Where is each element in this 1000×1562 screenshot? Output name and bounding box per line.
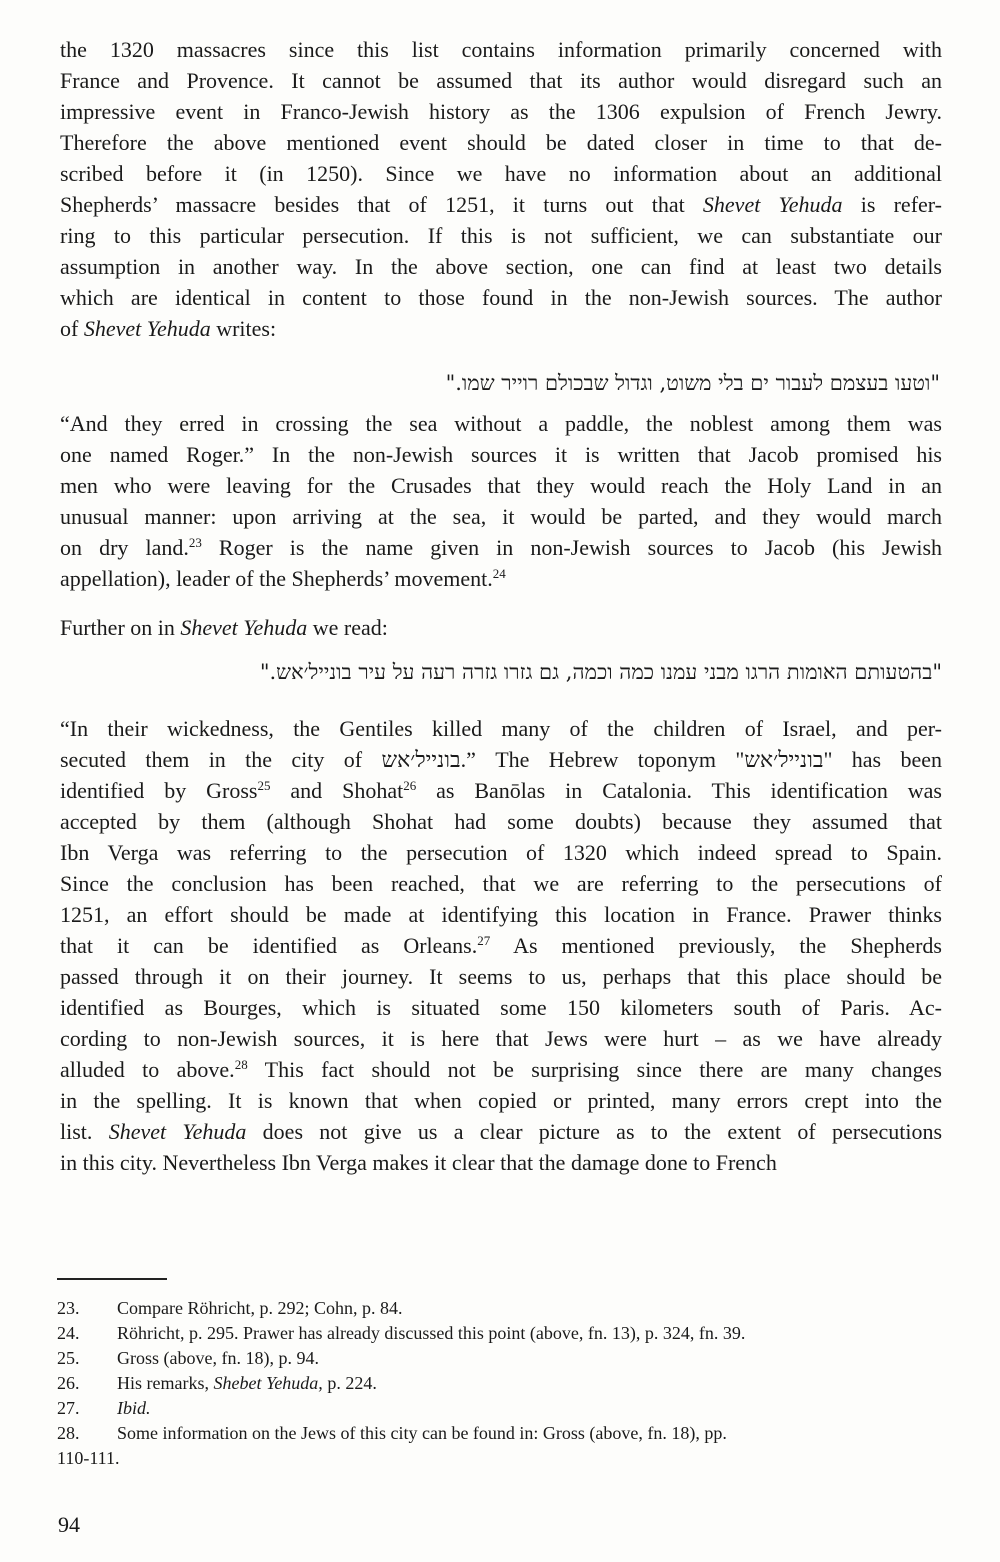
footnote-number: 28. <box>57 1423 80 1443</box>
text-line <box>60 189 942 220</box>
footnote-continuation: 110-111. <box>57 1448 120 1468</box>
footnote <box>57 1346 942 1371</box>
paragraph-2 <box>60 408 942 594</box>
footnote <box>57 1296 942 1321</box>
text-segment: has been <box>832 747 943 772</box>
footnote <box>57 1396 942 1421</box>
text-line: accepted by them (although Shohat had some doubts) because they assumed that <box>60 809 942 834</box>
text-segment: as Banōlas in Catalonia. This identification was <box>416 778 942 803</box>
text-line: impressive event in Franco-Jewish history as the 1306 expulsion of French Jewry. <box>60 99 942 124</box>
italic-title: Shevet Yehuda <box>108 1119 247 1144</box>
paragraph-1 <box>60 34 942 344</box>
text-line: Since the conclusion has been reached, that we are referring to the persecutions of <box>60 871 942 896</box>
text-line: the 1320 massacres since this list contains information primarily concerned with <box>60 37 942 62</box>
page-body <box>60 34 942 1178</box>
footnote-number: 27. <box>57 1398 80 1418</box>
text-segment: His remarks, <box>117 1373 214 1393</box>
footnote-number: 23. <box>57 1298 80 1318</box>
hebrew-toponym: "בונייל׳אש" <box>735 747 833 772</box>
text-segment: Shepherds’ massacre besides that of 1251, it turns out that <box>60 192 703 217</box>
text-segment: we read: <box>307 615 388 640</box>
hebrew-quote-1: "וטעו בעצמם לעבור ים בלי משוט, וגדול שבכולם רוייר שמו." <box>445 371 940 395</box>
hebrew-quote-2: "בהטעותם האומות הרגו מבני עמנו כמה וכמה, גם גזרו גזרה רעה על עיר בונייל׳אש." <box>259 660 942 684</box>
text-segment: list. <box>60 1119 109 1144</box>
text-line: which are identical in content to those found in the non-Jewish sources. The author <box>60 285 942 310</box>
footnote-ref: 27 <box>477 933 491 948</box>
text-segment: This fact should not be surprising since there are many changes <box>247 1057 942 1082</box>
text-line <box>60 1116 942 1147</box>
footnote-text <box>117 1371 942 1396</box>
text-line: identified as Bourges, which is situated some 150 kilometers south of Paris. Ac- <box>60 995 942 1020</box>
text-line <box>60 930 942 961</box>
italic-title: Shebet Yehuda, <box>213 1373 323 1393</box>
text-line <box>60 775 942 806</box>
text-line <box>60 532 942 563</box>
italic-title: Shevet Yehuda <box>180 615 308 640</box>
text-line: scribed before it (in 1250). Since we have no information about an additional <box>60 161 942 186</box>
text-segment: does not give us a clear picture as to the extent of persecutions <box>246 1119 942 1144</box>
text-segment: Röhricht, p. 295. Prawer has already discussed this point (above, fn. 13), p. 324, fn. 39. <box>117 1323 746 1343</box>
footnote <box>57 1371 942 1396</box>
footnote-rule <box>57 1278 167 1280</box>
text-line: “And they erred in crossing the sea without a paddle, the noblest among them was <box>60 411 942 436</box>
text-line: men who were leaving for the Crusades that they would reach the Holy Land in an <box>60 473 942 498</box>
text-segment: on dry land. <box>60 535 189 560</box>
page-number: 94 <box>58 1512 80 1537</box>
italic-title: Shevet Yehuda <box>83 316 211 341</box>
text-line: cording to non-Jewish sources, it is here that Jews were hurt – as we have already <box>60 1026 942 1051</box>
text-line: unusual manner: upon arriving at the sea, it would be parted, and they would march <box>60 504 942 529</box>
text-segment: Further on in <box>60 615 181 640</box>
text-segment: Gross (above, fn. 18), p. 94. <box>117 1348 319 1368</box>
text-line: in this city. Nevertheless Ibn Verga makes it clear that the damage done to French <box>60 1150 777 1175</box>
footnote-text <box>117 1396 942 1421</box>
footnote-number: 24. <box>57 1323 80 1343</box>
text-segment: secuted them in the city of בונייל׳אש.” The Hebrew toponym <box>60 747 736 772</box>
text-line: one named Roger.” In the non-Jewish sources it is written that Jacob promised his <box>60 442 942 467</box>
text-line: assumption in another way. In the above section, one can find at least two details <box>60 254 942 279</box>
text-line <box>60 313 942 344</box>
footnote-text <box>117 1296 942 1321</box>
footnote-ref: 28 <box>234 1057 248 1072</box>
text-segment: writes: <box>210 316 277 341</box>
text-segment: and Shohat <box>270 778 404 803</box>
text-segment: As mentioned previously, the Shepherds <box>490 933 942 958</box>
footnote <box>57 1421 942 1446</box>
text-line: France and Provence. It cannot be assumed that its author would disregard such an <box>60 68 942 93</box>
text-line: ring to this particular persecution. If this is not sufficient, we can substantiate our <box>60 223 942 248</box>
italic-title: Shevet Yehuda <box>702 192 843 217</box>
footnote-text <box>117 1346 942 1371</box>
text-line <box>60 612 942 643</box>
text-line <box>60 1054 942 1085</box>
footnote-text <box>117 1421 942 1446</box>
text-line <box>60 744 942 775</box>
footnote <box>57 1321 942 1346</box>
text-segment: that it can be identified as Orleans. <box>60 933 478 958</box>
further-on-line <box>60 612 942 643</box>
text-segment: Some information on the Jews of this city can be found in: Gross (above, fn. 18), pp. <box>117 1423 727 1443</box>
text-segment: Roger is the name given in non-Jewish sources to Jacob (his Jewish <box>201 535 942 560</box>
paragraph-3 <box>60 713 942 1178</box>
text-line: Ibn Verga was referring to the persecution of 1320 which indeed spread to Spain. <box>60 840 942 865</box>
text-line: 1251, an effort should be made at identifying this location in France. Prawer thinks <box>60 902 942 927</box>
text-segment: p. 224. <box>322 1373 377 1393</box>
text-line: Therefore the above mentioned event should be dated closer in time to that de- <box>60 130 942 155</box>
text-segment: appellation), leader of the Shepherds’ movement. <box>60 566 493 591</box>
text-line <box>60 563 942 594</box>
text-segment: alluded to above. <box>60 1057 235 1082</box>
italic-title: Ibid. <box>117 1398 151 1418</box>
text-line: “In their wickedness, the Gentiles killed many of the children of Israel, and per- <box>60 716 942 741</box>
footnote-ref: 25 <box>257 778 271 793</box>
text-line: in the spelling. It is known that when copied or printed, many errors crept into the <box>60 1088 942 1113</box>
text-segment: Compare Röhricht, p. 292; Cohn, p. 84. <box>117 1298 403 1318</box>
text-segment: identified by Gross <box>60 778 258 803</box>
text-segment: is refer- <box>842 192 942 217</box>
footnote-number: 26. <box>57 1373 80 1393</box>
text-segment: of <box>60 316 84 341</box>
footnote-ref: 23 <box>188 535 202 550</box>
footnotes <box>57 1296 942 1471</box>
footnote-text <box>117 1321 942 1346</box>
footnote-number: 25. <box>57 1348 80 1368</box>
footnote-ref: 26 <box>403 778 417 793</box>
text-line: passed through it on their journey. It seems to us, perhaps that this place should be <box>60 964 942 989</box>
footnote-ref: 24 <box>492 566 506 581</box>
